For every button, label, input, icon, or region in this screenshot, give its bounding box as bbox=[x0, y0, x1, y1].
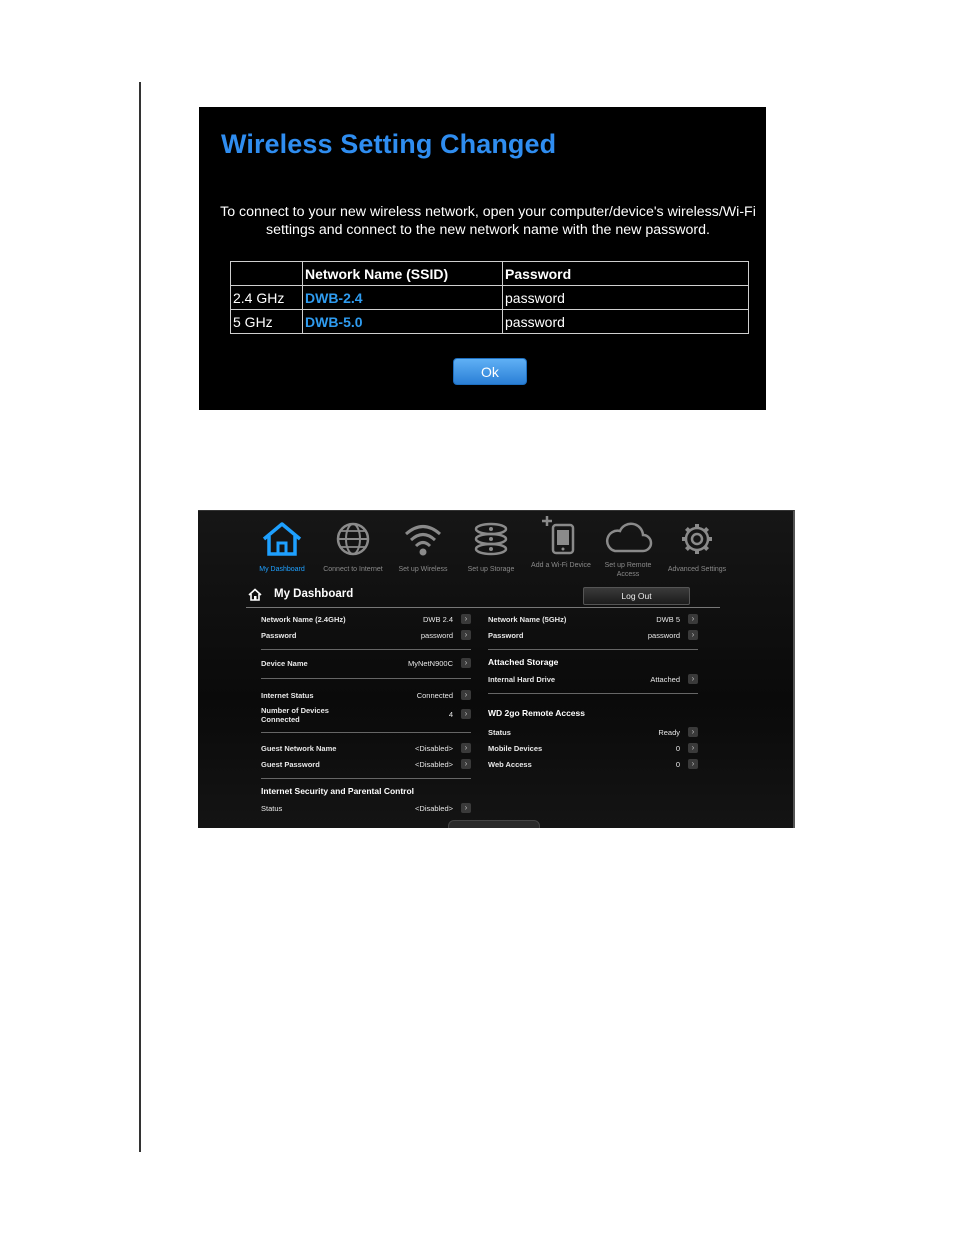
band-cell: 2.4 GHz bbox=[231, 286, 303, 310]
chevron-right-icon[interactable]: › bbox=[688, 630, 698, 640]
chevron-right-icon[interactable]: › bbox=[461, 690, 471, 700]
security-status-row bbox=[261, 804, 471, 816]
web-access-row bbox=[488, 760, 698, 772]
row-value: Attached bbox=[650, 675, 680, 684]
nav-setup-storage[interactable] bbox=[469, 521, 513, 579]
divider bbox=[261, 649, 471, 650]
guest-password-row bbox=[261, 760, 471, 772]
row-label: Internet Status bbox=[261, 691, 314, 700]
dialog-title: Wireless Setting Changed bbox=[221, 129, 557, 159]
band-cell: 5 GHz bbox=[231, 310, 303, 334]
row-label: Status bbox=[488, 728, 511, 737]
nav-label: Set up Remote Access bbox=[604, 562, 652, 578]
nav-connect-internet[interactable] bbox=[323, 521, 383, 579]
password-24-row bbox=[261, 631, 471, 643]
row-value: <Disabled> bbox=[415, 760, 453, 769]
nav-advanced-settings[interactable] bbox=[667, 521, 727, 579]
table-row bbox=[231, 310, 749, 334]
chevron-right-icon[interactable]: › bbox=[688, 614, 698, 624]
password-cell: password bbox=[503, 310, 749, 334]
page-margin-rule bbox=[139, 82, 141, 1152]
table-header-row bbox=[231, 262, 749, 286]
storage-icon bbox=[469, 521, 513, 557]
row-value: DWB 5 bbox=[656, 615, 680, 624]
row-label: Guest Network Name bbox=[261, 744, 337, 753]
dashboard-header bbox=[246, 585, 720, 608]
row-label: Password bbox=[261, 631, 297, 640]
chevron-right-icon[interactable]: › bbox=[461, 803, 471, 813]
table-header-band bbox=[231, 262, 303, 286]
gear-icon bbox=[675, 521, 719, 557]
nav-setup-wireless[interactable] bbox=[398, 521, 448, 579]
ssid-cell: DWB-2.4 bbox=[303, 286, 503, 310]
dashboard-screen bbox=[198, 510, 795, 828]
row-label: Password bbox=[488, 631, 524, 640]
device-name-row bbox=[261, 659, 471, 671]
row-value: password bbox=[647, 631, 680, 640]
ok-button[interactable]: Ok bbox=[453, 358, 527, 385]
password-cell: password bbox=[503, 286, 749, 310]
nav-label: Connect to Internet bbox=[323, 566, 383, 573]
network-table bbox=[230, 261, 749, 334]
page-title: My Dashboard bbox=[274, 588, 354, 600]
chevron-right-icon[interactable]: › bbox=[688, 759, 698, 769]
network-name-24-row bbox=[261, 615, 471, 627]
table-header-password: Password bbox=[503, 262, 749, 286]
chevron-right-icon[interactable]: › bbox=[461, 630, 471, 640]
row-label: Internal Hard Drive bbox=[488, 675, 556, 684]
chevron-right-icon[interactable]: › bbox=[688, 674, 698, 684]
divider bbox=[488, 649, 698, 650]
row-label: Network Name (2.4GHz) bbox=[261, 615, 346, 624]
nav-my-dashboard[interactable] bbox=[260, 521, 304, 579]
nav-label: My Dashboard bbox=[259, 566, 305, 573]
wireless-setting-changed-dialog bbox=[199, 107, 766, 410]
remote-access-section-title: WD 2go Remote Access bbox=[488, 708, 585, 718]
row-label: Web Access bbox=[488, 760, 532, 769]
row-label: Device Name bbox=[261, 659, 308, 668]
row-label: Status bbox=[261, 804, 283, 813]
row-value: 4 bbox=[448, 710, 453, 719]
row-value: 0 bbox=[675, 744, 680, 753]
guest-network-name-row bbox=[261, 744, 471, 756]
row-label: Mobile Devices bbox=[488, 744, 543, 753]
advanced-settings-tab[interactable] bbox=[448, 820, 540, 828]
row-value: Connected bbox=[416, 691, 453, 700]
hard-drive-row bbox=[488, 675, 698, 687]
nav-add-wifi-device[interactable] bbox=[531, 521, 591, 579]
dialog-message: To connect to your new wireless network, open your computer/device's wireless/Wi-Fi settings and connect to the new network name with the new password. bbox=[220, 204, 756, 238]
divider bbox=[261, 678, 471, 679]
home-icon bbox=[260, 521, 304, 557]
row-value: password bbox=[420, 631, 453, 640]
row-value: DWB 2.4 bbox=[422, 615, 453, 624]
chevron-right-icon[interactable]: › bbox=[688, 727, 698, 737]
nav-label: Set up Storage bbox=[467, 566, 515, 573]
nav-label: Add a Wi-Fi Device bbox=[531, 562, 591, 569]
nav-label: Set up Wireless bbox=[398, 566, 448, 573]
divider bbox=[261, 778, 471, 779]
row-label: Guest Password bbox=[261, 760, 320, 769]
chevron-right-icon[interactable]: › bbox=[461, 759, 471, 769]
nav-remote-access[interactable] bbox=[603, 521, 653, 579]
row-value: <Disabled> bbox=[415, 744, 453, 753]
ssid-cell: DWB-5.0 bbox=[303, 310, 503, 334]
password-5-row bbox=[488, 631, 698, 643]
network-name-5-row bbox=[488, 615, 698, 627]
chevron-right-icon[interactable]: › bbox=[461, 743, 471, 753]
row-label: Network Name (5GHz) bbox=[488, 615, 567, 624]
row-value: 0 bbox=[675, 760, 680, 769]
chevron-right-icon[interactable]: › bbox=[461, 709, 471, 719]
security-section-title: Internet Security and Parental Control bbox=[261, 786, 415, 796]
globe-icon bbox=[331, 521, 375, 557]
log-out-button[interactable]: Log Out bbox=[583, 587, 690, 605]
add-device-icon bbox=[539, 515, 583, 555]
cloud-icon bbox=[603, 521, 653, 557]
table-row bbox=[231, 286, 749, 310]
divider bbox=[488, 693, 698, 694]
table-header-ssid: Network Name (SSID) bbox=[303, 262, 503, 286]
wifi-icon bbox=[401, 521, 445, 557]
row-value: <Disabled> bbox=[415, 804, 453, 813]
mobile-devices-row bbox=[488, 744, 698, 756]
divider bbox=[261, 732, 471, 733]
row-value: MyNetN900C bbox=[407, 659, 453, 668]
remote-status-row bbox=[488, 728, 698, 740]
row-label: Number of Devices Connected bbox=[261, 706, 329, 724]
devices-connected-row bbox=[261, 706, 471, 726]
chevron-right-icon[interactable]: › bbox=[461, 658, 471, 668]
home-icon bbox=[248, 588, 262, 601]
storage-section-title: Attached Storage bbox=[488, 657, 559, 667]
chevron-right-icon[interactable]: › bbox=[688, 743, 698, 753]
chevron-right-icon[interactable]: › bbox=[461, 614, 471, 624]
row-value: Ready bbox=[658, 728, 680, 737]
internet-status-row bbox=[261, 691, 471, 703]
nav-label: Advanced Settings bbox=[667, 566, 727, 573]
